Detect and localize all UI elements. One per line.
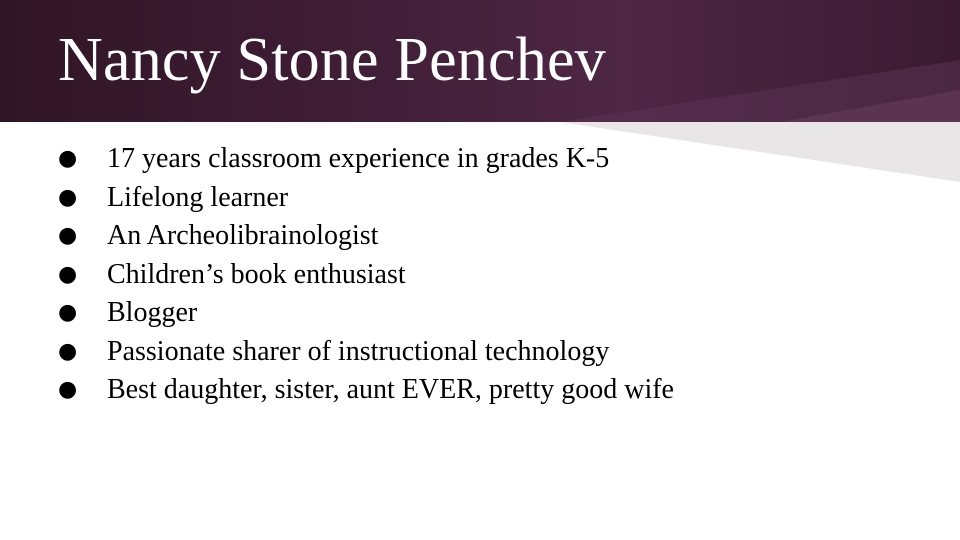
bullet-icon: ● — [58, 261, 78, 287]
list-item-text: Blogger — [107, 297, 198, 328]
slide-title: Nancy Stone Penchev — [58, 26, 606, 94]
list-item — [58, 333, 674, 372]
list-item — [58, 256, 674, 295]
bullet-icon: ● — [58, 223, 78, 248]
list-item-text: An Archeolibrainologist — [107, 220, 379, 251]
bullet-icon: ● — [58, 377, 78, 402]
list-item — [58, 140, 674, 179]
list-item — [58, 217, 674, 256]
list-item-text: Lifelong learner — [107, 181, 289, 213]
list-item — [58, 179, 674, 218]
list-item-text: Children’s book enthusiast — [107, 258, 406, 290]
bullet-list — [58, 140, 674, 410]
bullet-icon: ● — [58, 146, 78, 171]
list-item-text: Best daughter, sister, aunt EVER, pretty good wife — [107, 374, 674, 405]
list-item-text: 17 years classroom experience in grades K-5 — [107, 143, 610, 174]
list-item-text: Passionate sharer of instructional technology — [107, 335, 610, 367]
bullet-icon: ● — [58, 184, 78, 210]
list-item — [58, 371, 674, 410]
bullet-icon: ● — [58, 300, 78, 325]
bullet-icon: ● — [58, 338, 78, 364]
list-item — [58, 294, 674, 333]
